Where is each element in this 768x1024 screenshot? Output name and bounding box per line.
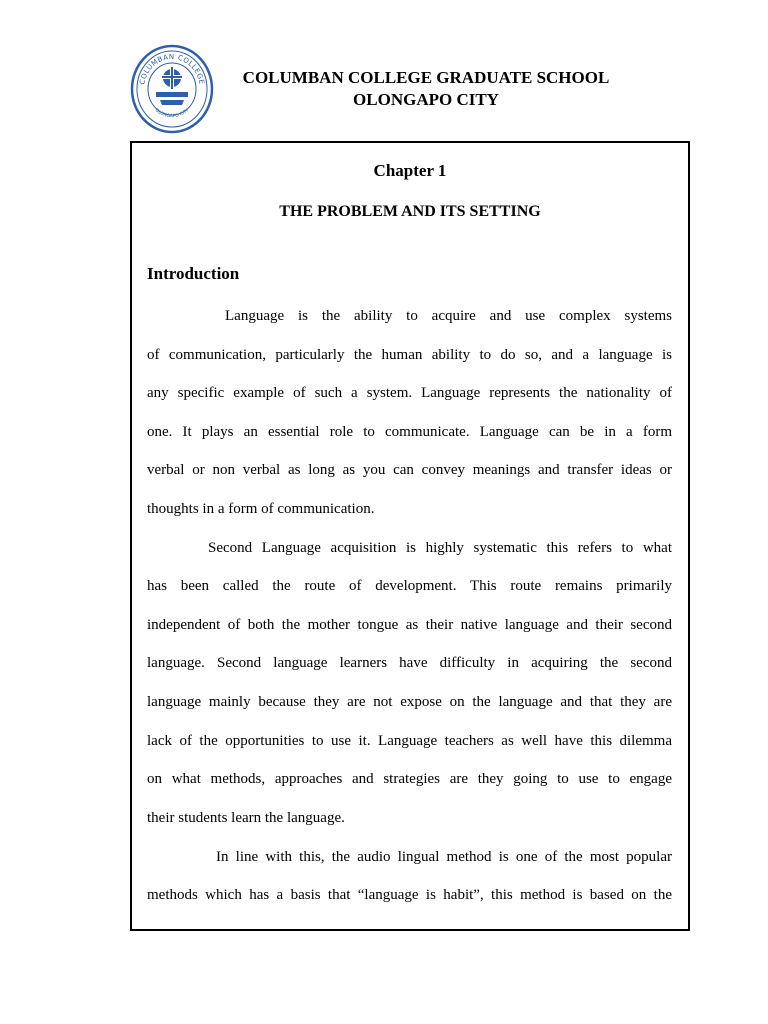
paragraph-1-line-2: of communication, particularly the human ability to do so, and a language is — [147, 347, 672, 363]
paragraph-2-line-1: Second Language acquisition is highly systematic this refers to what — [208, 540, 672, 556]
paragraph-2-line-4: language. Second language learners have difficulty in acquiring the second — [147, 655, 672, 671]
seal-bottom-text: OLONGAPO CITY — [153, 108, 191, 120]
college-seal-icon — [130, 44, 214, 134]
paragraph-2-line-7: on what methods, approaches and strategies are they going to use to engage — [147, 771, 672, 787]
chapter-title: Chapter 1 — [373, 161, 447, 180]
paragraph-1-line-1: Language is the ability to acquire and use complex systems — [225, 308, 672, 324]
paragraph-1-line-3: any specific example of such a system. Language represents the nationality of — [147, 385, 672, 401]
section-heading: Introduction — [147, 264, 240, 283]
school-city: OLONGAPO CITY — [353, 90, 499, 109]
paragraph-2-line-6: lack of the opportunities to use it. Language teachers as well have this dilemma — [147, 733, 672, 749]
paragraph-1-line-6: thoughts in a form of communication. — [147, 501, 375, 517]
paragraph-2-line-8: their students learn the language. — [147, 810, 345, 826]
paragraph-2-line-5: language mainly because they are not expose on the language and that they are — [147, 694, 672, 710]
seal-top-text: COLUMBAN COLLEGE — [138, 52, 206, 86]
paragraph-2-line-3: independent of both the mother tongue as their native language and their second — [147, 617, 672, 633]
paragraph-1-line-4: one. It plays an essential role to communicate. Language can be in a form — [147, 424, 672, 440]
paragraph-3-line-1: In line with this, the audio lingual method is one of the most popular — [216, 849, 672, 865]
paragraph-3-line-2: methods which has a basis that “language is habit”, this method is based on the — [147, 887, 672, 903]
paragraph-1-line-5: verbal or non verbal as long as you can convey meanings and transfer ideas or — [147, 462, 672, 478]
chapter-subtitle: THE PROBLEM AND ITS SETTING — [279, 203, 541, 220]
school-name: COLUMBAN COLLEGE GRADUATE SCHOOL — [242, 68, 610, 87]
paragraph-2-line-2: has been called the route of development. This route remains primarily — [147, 578, 672, 594]
document-frame — [130, 141, 690, 931]
